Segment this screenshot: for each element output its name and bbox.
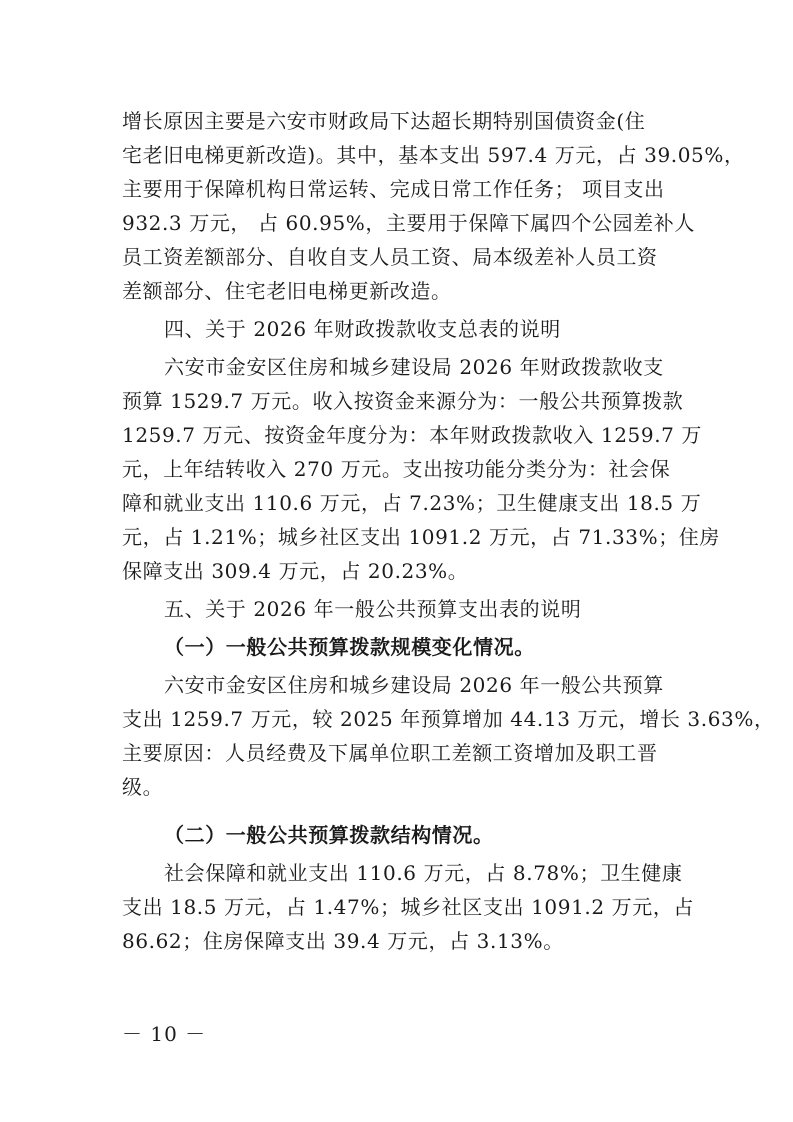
text-line: 六安市金安区住房和城乡建设局 2026 年财政拨款收支 [164,355,664,379]
text-line: 六安市金安区住房和城乡建设局 2026 年一般公共预算 [164,673,664,697]
text-line: 86.62；住房保障支出 39.4 万元，占 3.13%。 [122,929,564,953]
text-line: 主要用于保障机构日常运转、完成日常工作任务； 项目支出 [122,177,665,201]
text-line: 主要原因：人员经费及下属单位职工差额工资增加及职工晋 [122,741,658,765]
page-number: － 10 － [122,1022,207,1046]
paragraph-expense-reason [122,104,745,308]
paragraph-budget-structure [122,856,695,958]
text-line: 级。 [122,775,164,799]
text-line: 障和就业支出 110.6 万元，占 7.23%；卫生健康支出 18.5 万 [122,491,702,515]
section-heading-5: 五、关于 2026 年一般公共预算支出表的说明 [164,597,582,621]
text-line: 932.3 万元， 占 60.95%，主要用于保障下属四个公园差补人 [122,211,695,235]
paragraph-budget-scale-change [122,668,775,804]
text-line: 预算 1529.7 万元。收入按资金来源分为：一般公共预算拨款 [122,389,684,413]
text-line: 1259.7 万元、按资金年度分为：本年财政拨款收入 1259.7 万 [122,423,703,447]
text-line: 元，上年结转收入 270 万元。支出按功能分类分为：社会保 [122,457,671,481]
text-line: 宅老旧电梯更新改造)。其中，基本支出 597.4 万元，占 39.05%， [122,143,745,167]
text-line: 支出 18.5 万元，占 1.47%；城乡社区支出 1091.2 万元，占 [122,895,695,919]
text-line: 增长原因主要是六安市财政局下达超长期特别国债资金(住 [122,109,646,133]
text-line: 支出 1259.7 万元，较 2025 年预算增加 44.13 万元，增长 3.63%， [122,707,775,731]
subsection-heading-2: （二）一般公共预算拨款结构情况。 [164,823,494,847]
text-line: 社会保障和就业支出 110.6 万元，占 8.78%；卫生健康 [164,861,683,885]
section-heading-4: 四、关于 2026 年财政拨款收支总表的说明 [164,317,561,341]
text-line: 保障支出 309.4 万元，占 20.23%。 [122,559,469,583]
document-body [122,104,775,958]
text-line: 差额部分、住宅老旧电梯更新改造。 [122,279,452,303]
paragraph-fiscal-summary [122,350,721,588]
text-line: 员工资差额部分、自收自支人员工资、局本级差补人员工资 [122,245,658,269]
text-line: 元，占 1.21%；城乡社区支出 1091.2 万元，占 71.33%；住房 [122,525,721,549]
subsection-heading-1: （一）一般公共预算拨款规模变化情况。 [164,635,535,659]
